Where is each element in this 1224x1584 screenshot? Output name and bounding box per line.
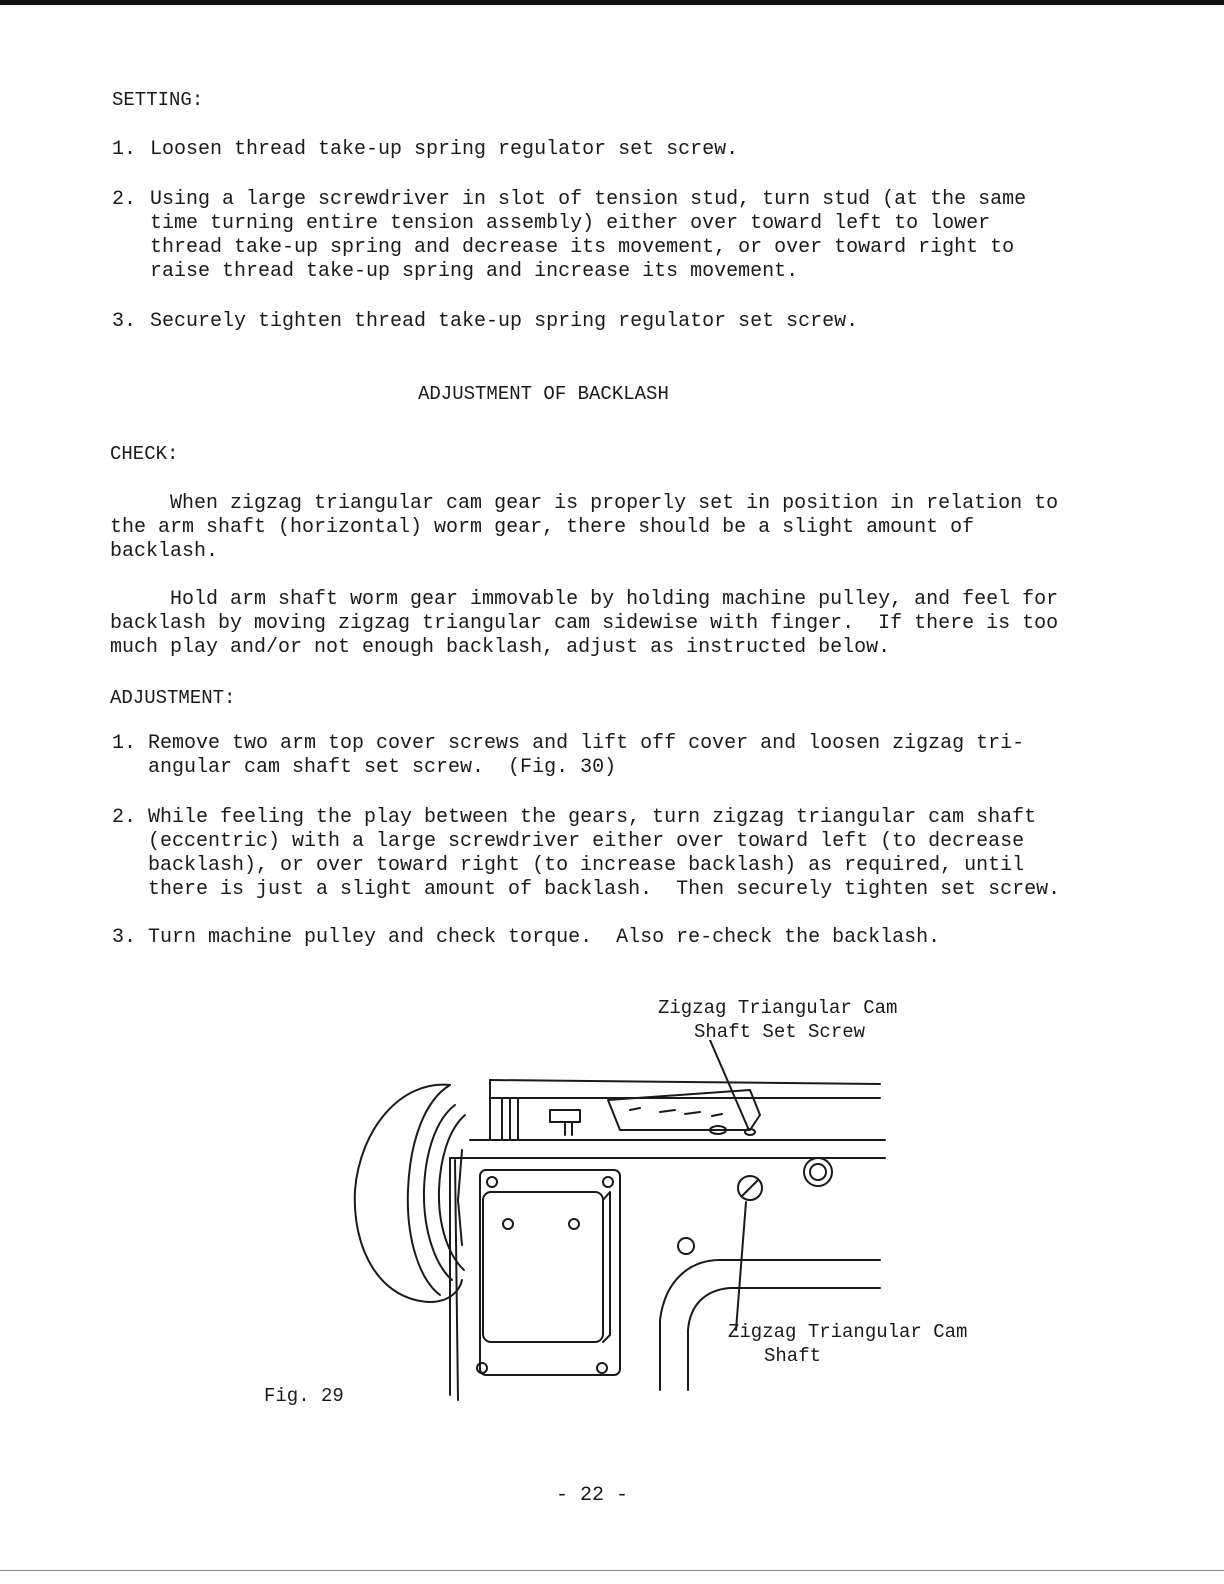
cam-shaft-screw xyxy=(738,1158,832,1200)
figure-caption: Fig. 29 xyxy=(264,1385,344,1407)
setting-step-2-line-1: Using a large screwdriver in slot of tension stud, turn stud (at the same xyxy=(150,188,1027,211)
check-paragraph-1-line-3: backlash. xyxy=(110,540,219,563)
machine-body xyxy=(450,1158,480,1420)
section-title: ADJUSTMENT OF BACKLASH xyxy=(418,383,669,405)
adjustment-step-3-line-1: Turn machine pulley and check torque. Also re-check the backlash. xyxy=(148,926,941,949)
label-cam-shaft-line-2: Shaft xyxy=(764,1345,822,1367)
face-plate xyxy=(477,1170,620,1375)
label-set-screw-line-1: Zigzag Triangular Cam xyxy=(658,997,898,1019)
machine-pulley xyxy=(355,1085,465,1302)
setting-heading: SETTING: xyxy=(112,89,204,111)
adjustment-step-1-number: 1. xyxy=(112,732,137,755)
check-paragraph-2-line-2: backlash by moving zigzag triangular cam sidewise with finger. If there is too xyxy=(110,612,1059,635)
setting-step-3-line-1: Securely tighten thread take-up spring regulator set screw. xyxy=(150,310,859,333)
leader-cam-shaft xyxy=(736,1202,746,1330)
bottom-border-rule xyxy=(0,1570,1224,1571)
small-hole xyxy=(678,1238,694,1254)
setting-step-2-line-4: raise thread take-up spring and increase its movement. xyxy=(150,260,799,283)
arm-top-cover xyxy=(450,1080,885,1158)
label-cam-shaft-line-1: Zigzag Triangular Cam xyxy=(728,1321,968,1343)
check-paragraph-2-line-1: Hold arm shaft worm gear immovable by holding machine pulley, and feel for xyxy=(110,588,1059,611)
page-number: - 22 - xyxy=(556,1484,629,1507)
setting-step-2-line-2: time turning entire tension assembly) either over toward left to lower xyxy=(150,212,991,235)
adjustment-step-1-line-1: Remove two arm top cover screws and lift off cover and loosen zigzag tri- xyxy=(148,732,1025,755)
setting-step-3-number: 3. xyxy=(112,310,137,333)
bed-corner xyxy=(660,1260,880,1390)
adjustment-step-2-line-3: backlash), or over toward right (to increase backlash) as required, until xyxy=(148,854,1025,877)
adjustment-step-2-number: 2. xyxy=(112,806,137,829)
setting-step-1-number: 1. xyxy=(112,138,137,161)
setting-step-2-number: 2. xyxy=(112,188,137,211)
adjustment-step-1-line-2: angular cam shaft set screw. (Fig. 30) xyxy=(148,756,617,779)
adjustment-step-2-line-4: there is just a slight amount of backlash. Then securely tighten set screw. xyxy=(148,878,1061,901)
check-paragraph-1-line-1: When zigzag triangular cam gear is properly set in position in relation to xyxy=(110,492,1059,515)
label-set-screw-line-2: Shaft Set Screw xyxy=(694,1021,866,1043)
check-paragraph-2-line-3: much play and/or not enough backlash, adjust as instructed below. xyxy=(110,636,891,659)
adjustment-step-2-line-2: (eccentric) with a large screwdriver either over toward left (to decrease xyxy=(148,830,1025,853)
adjustment-step-2-line-1: While feeling the play between the gears, turn zigzag triangular cam shaft xyxy=(148,806,1037,829)
figure-29-drawing xyxy=(340,1040,900,1420)
check-heading: CHECK: xyxy=(110,443,179,465)
adjustment-heading: ADJUSTMENT: xyxy=(110,687,236,709)
setting-step-1-line-1: Loosen thread take-up spring regulator set screw. xyxy=(150,138,739,161)
check-paragraph-1-line-2: the arm shaft (horizontal) worm gear, there should be a slight amount of xyxy=(110,516,975,539)
top-border-rule xyxy=(0,0,1224,5)
setting-step-2-line-3: thread take-up spring and decrease its movement, or over toward right to xyxy=(150,236,1015,259)
adjustment-step-3-number: 3. xyxy=(112,926,137,949)
